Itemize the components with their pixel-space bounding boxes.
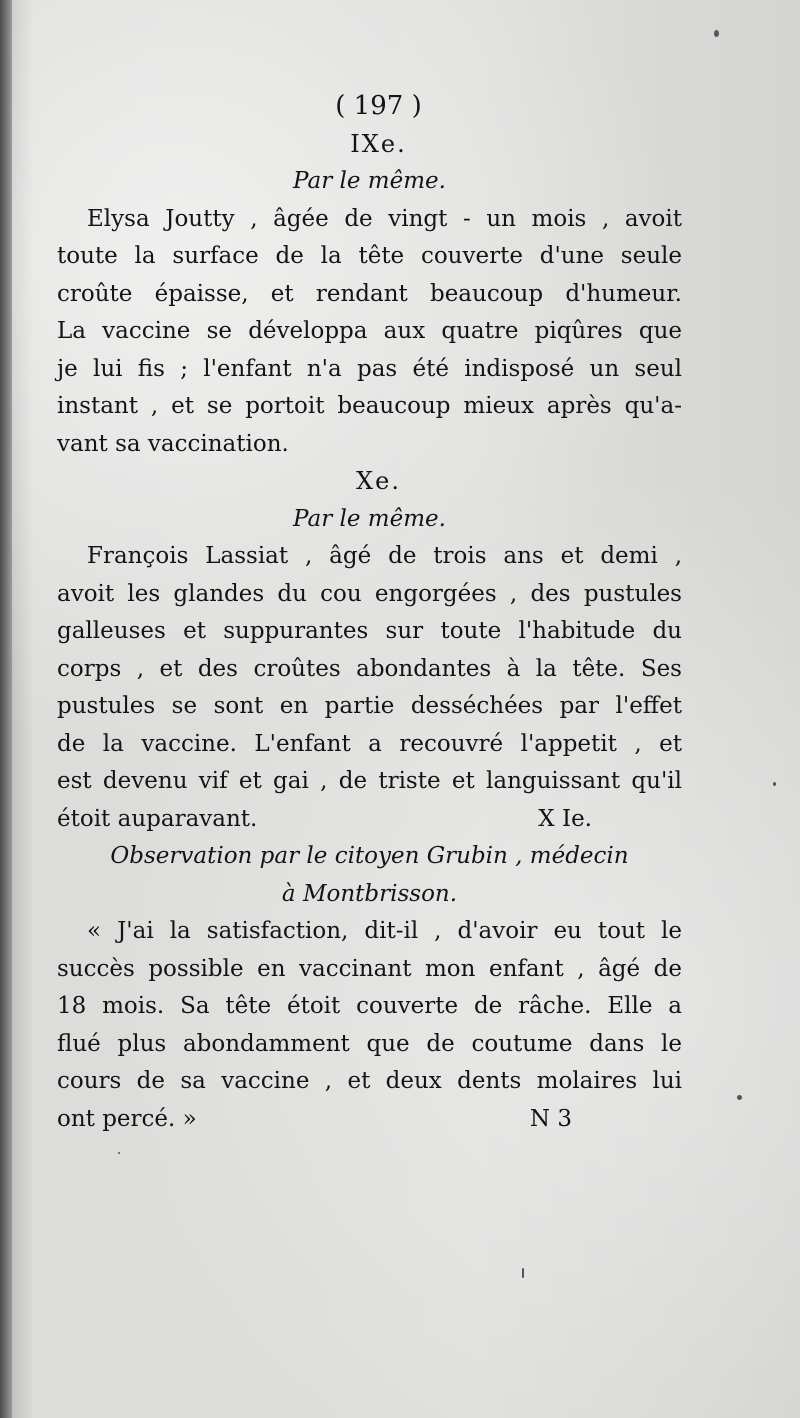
text-line: 18 mois. Sa tête étoit couverte de râche. Elle a xyxy=(57,993,682,1019)
text-line: flué plus abondamment que de coutume dans le xyxy=(57,1030,682,1057)
text-line: galleuses et suppurantes sur toute l'habitude du xyxy=(57,618,682,644)
text-line: de la vaccine. L'enfant a recouvré l'appetit , et xyxy=(57,730,682,757)
text-line: succès possible en vaccinant mon enfant , âgé de xyxy=(57,955,682,982)
section-heading: à Montbrisson. xyxy=(281,880,458,907)
text-line-with-signature xyxy=(57,1101,682,1139)
paper-speck xyxy=(118,1152,120,1154)
text-line: avoit les glandes du cou engorgées , des pustules xyxy=(57,580,682,607)
section-number: X Ie. xyxy=(538,805,592,832)
section-number: IXe. xyxy=(350,129,407,158)
text-line: je lui fis ; l'enfant n'a pas été indisposé un seul xyxy=(57,355,682,382)
section-number: Xe. xyxy=(356,467,401,495)
section-heading: Par le même. xyxy=(293,168,446,194)
text-line: vant sa vaccination. xyxy=(57,430,289,457)
paper-speck xyxy=(737,1095,742,1100)
text-line: François Lassiat , âgé de trois ans et demi , xyxy=(87,543,682,569)
text-line: cours de sa vaccine , et deux dents molaires lui xyxy=(57,1068,682,1094)
text-line: étoit auparavant. xyxy=(57,805,258,832)
paper-speck xyxy=(714,30,719,37)
text-line: Elysa Joutty , âgée de vingt - un mois , avoit xyxy=(87,205,682,232)
section-heading: Par le même. xyxy=(293,505,446,532)
text-line: ont percé. » xyxy=(57,1105,197,1132)
text-line: croûte épaisse, et rendant beaucoup d'humeur. xyxy=(57,280,682,307)
text-line: corps , et des croûtes abondantes à la tête. Ses xyxy=(57,655,682,682)
page-text xyxy=(57,88,682,1138)
page-number: ( 197 ) xyxy=(335,91,422,121)
paper-speck xyxy=(773,782,776,786)
text-line: pustules se sont en partie desséchées par l'effet xyxy=(57,693,682,719)
text-line: est devenu vif et gai , de triste et languissant qu'il xyxy=(57,768,682,794)
text-line: La vaccine se développa aux quatre piqûres que xyxy=(57,318,682,344)
section-heading: Observation par le citoyen Grubin , médecin xyxy=(110,843,629,869)
signature-mark: N 3 xyxy=(529,1105,572,1132)
text-line: « J'ai la satisfaction, dit-il , d'avoir eu tout le xyxy=(87,918,682,944)
paper-speck xyxy=(522,1268,524,1278)
text-line: instant , et se portoit beaucoup mieux après qu'a- xyxy=(57,393,682,419)
text-line: toute la surface de la tête couverte d'une seule xyxy=(57,243,682,269)
text-line-with-section-number xyxy=(57,801,682,839)
page-binding-edge xyxy=(0,0,12,1418)
